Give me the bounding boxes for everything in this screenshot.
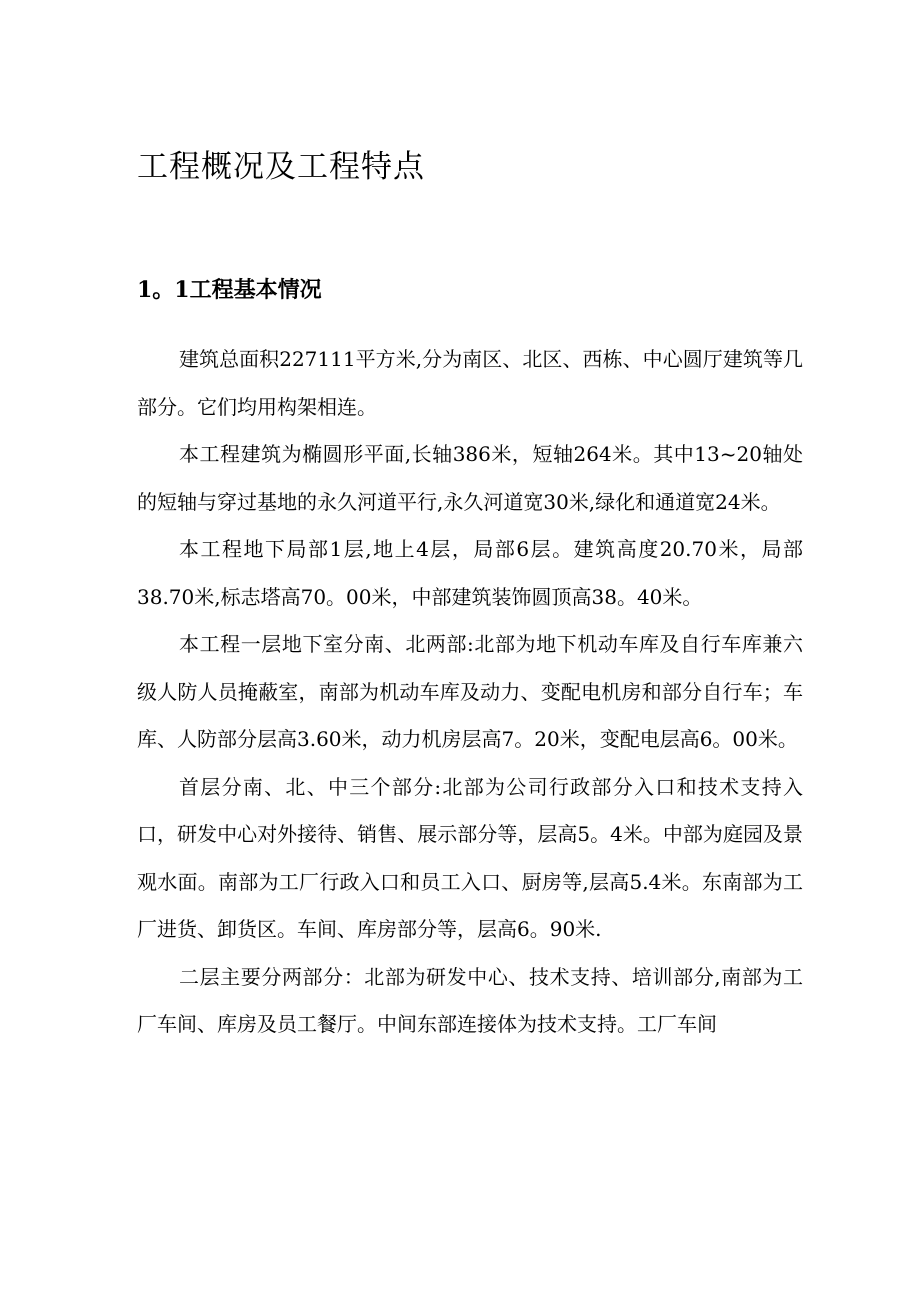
document-title: 工程概况及工程特点 — [137, 149, 425, 185]
body-text — [137, 336, 803, 1049]
paragraph-building-plan: 本工程建筑为椭圆形平面,长轴386米，短轴264米。其中13~20轴处的短轴与穿过基地的永久河道平行,永久河道宽30米,绿化和通道宽24米。 — [137, 442, 803, 514]
paragraph-ground-floor: 首层分南、北、中三个部分:北部为公司行政部分入口和技术支持入口，研发中心对外接待、销售、展示部分等，层高5。4米。中部为庭园及景观水面。南部为工厂行政入口和员工入口、厨房等,层高5.4米。东南部为工厂进货、卸货区。车间、库房部分等，层高6。90米. — [137, 774, 803, 941]
paragraph-floors-height: 本工程地下局部1层,地上4层，局部6层。建筑高度20.70米，局部38.70米,标志塔高70。00米，中部建筑装饰圆顶高38。40米。 — [137, 537, 803, 609]
paragraph-second-floor: 二层主要分两部分：北部为研发中心、技术支持、培训部分,南部为工厂车间、库房及员工餐厅。中间东部连接体为技术支持。工厂车间 — [137, 964, 803, 1036]
paragraph-total-area: 建筑总面积227111平方米,分为南区、北区、西栋、中心圆厅建筑等几部分。它们均用构架相连。 — [137, 347, 803, 419]
paragraph-basement: 本工程一层地下室分南、北两部:北部为地下机动车库及自行车库兼六级人防人员掩蔽室，南部为机动车库及动力、变配电机房和部分自行车；车库、人防部分层高3.60米，动力机房层高7。20米，变配电层高6。00米。 — [137, 632, 803, 751]
section-heading: 1。1工程基本情况 — [137, 277, 322, 303]
